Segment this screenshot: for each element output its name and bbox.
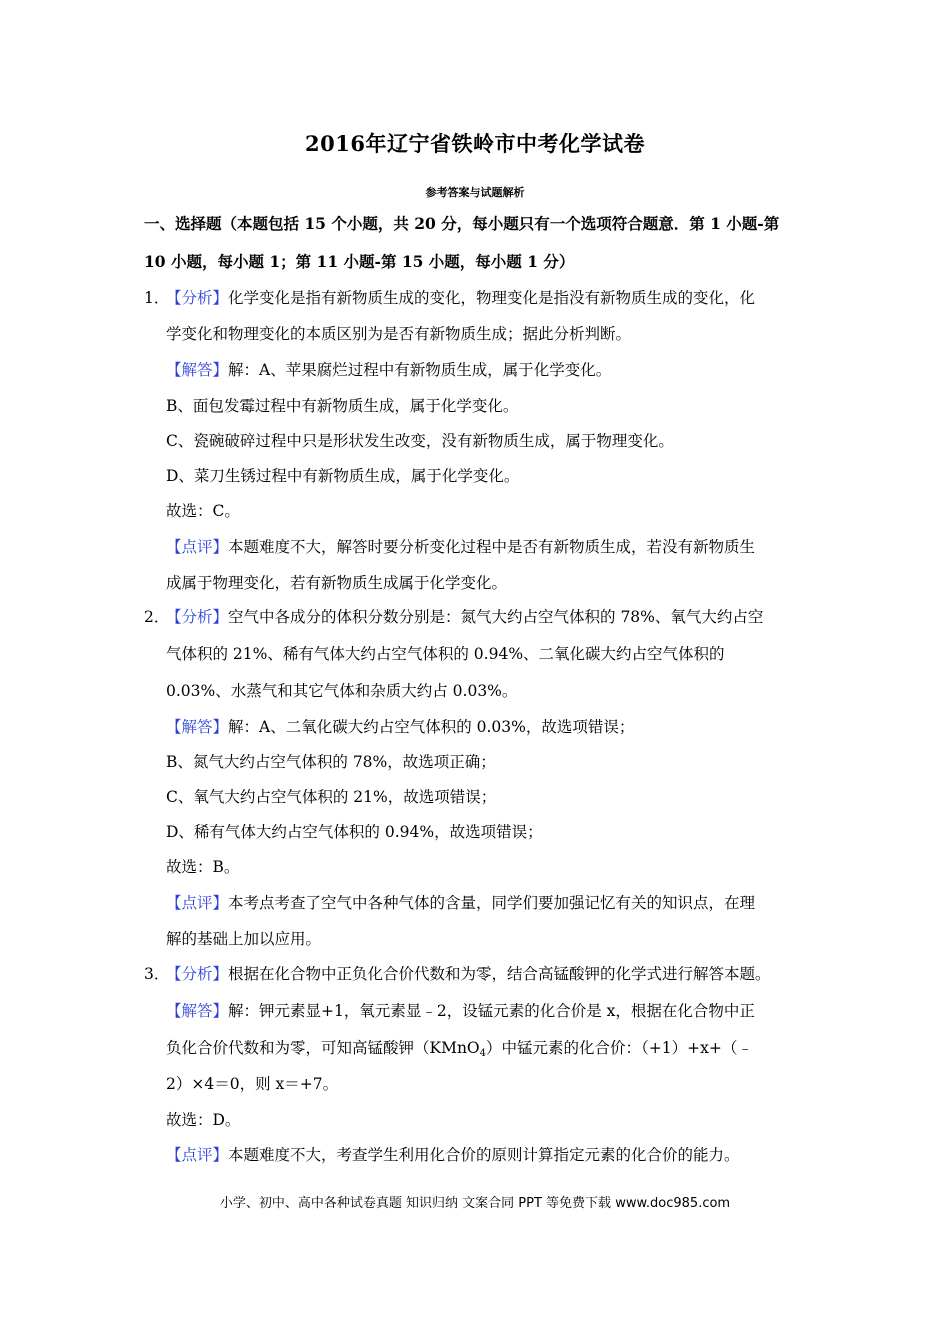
analysis-tag: 【分析】 <box>166 608 229 626</box>
section-heading-line-1: 一、选择题（本题包括 15 个小题，共 20 分，每小题只有一个选项符合题意．第 1 小题-第 <box>144 214 780 233</box>
analysis-text: 空气中各成分的体积分数分别是：氮气大约占空气体积的 78%、氧气大约占空 <box>228 608 764 626</box>
answer-choice: 故选：C。 <box>166 502 240 520</box>
comment-tag: 【点评】 <box>166 538 229 556</box>
answer-line <box>166 1001 755 1021</box>
analysis-line <box>166 607 763 627</box>
analysis-text: 根据在化合物中正负化合价代数和为零，结合高锰酸钾的化学式进行解答本题。 <box>228 965 771 983</box>
analysis-tag: 【分析】 <box>166 965 229 983</box>
question-number: 2． <box>144 608 170 626</box>
comment-tag: 【点评】 <box>166 894 229 912</box>
question-number: 3． <box>144 965 170 983</box>
answer-text: ）中锰元素的化合价：（+1）+x+（﹣ <box>486 1039 753 1057</box>
answer-tag: 【解答】 <box>166 718 229 736</box>
comment-line <box>166 537 755 557</box>
answer-line <box>166 1038 753 1058</box>
answer-line: C、瓷碗破碎过程中只是形状发生改变，没有新物质生成，属于物理变化。 <box>166 432 674 450</box>
answer-tag: 【解答】 <box>166 361 229 379</box>
answer-text: 解：A、二氧化碳大约占空气体积的 0.03%，故选项错误； <box>228 718 635 736</box>
comment-text: 本题难度不大，考查学生利用化合价的原则计算指定元素的化合价的能力。 <box>228 1146 740 1164</box>
analysis-text: 化学变化是指有新物质生成的变化，物理变化是指没有新物质生成的变化，化 <box>228 289 756 307</box>
analysis-line: 气体积的 21%、稀有气体大约占空气体积的 0.94%、二氧化碳大约占空气体积的 <box>166 645 725 663</box>
comment-line: 成属于物理变化，若有新物质生成属于化学变化。 <box>166 574 508 592</box>
answer-line <box>166 360 611 380</box>
answer-line: B、氮气大约占空气体积的 78%，故选项正确； <box>166 753 496 771</box>
answer-line: B、面包发霉过程中有新物质生成，属于化学变化。 <box>166 397 519 415</box>
answer-tag: 【解答】 <box>166 1002 229 1020</box>
answer-text: 解：A、苹果腐烂过程中有新物质生成，属于化学变化。 <box>228 361 612 379</box>
answer-choice: 故选：B。 <box>166 858 240 876</box>
analysis-line <box>166 288 755 308</box>
comment-text: 本题难度不大，解答时要分析变化过程中是否有新物质生成，若没有新物质生 <box>228 538 756 556</box>
answer-text: 解：钾元素显+1，氧元素显﹣2，设锰元素的化合价是 x，根据在化合物中正 <box>228 1002 755 1020</box>
page-title: 2016年辽宁省铁岭市中考化学试卷 <box>305 131 645 156</box>
comment-line: 解的基础上加以应用。 <box>166 930 322 948</box>
formula-subscript: 4 <box>479 1048 487 1059</box>
analysis-line <box>166 964 771 984</box>
answer-line: D、菜刀生锈过程中有新物质生成，属于化学变化。 <box>166 467 520 485</box>
answer-line: D、稀有气体大约占空气体积的 0.94%，故选项错误； <box>166 823 543 841</box>
section-heading-line-2: 10 小题，每小题 1；第 11 小题-第 15 小题，每小题 1 分） <box>144 252 575 271</box>
answer-text: 负化合价代数和为零，可知高锰酸钾（KMnO <box>166 1039 480 1057</box>
answer-choice: 故选：D。 <box>166 1111 241 1129</box>
page-footer: 小学、初中、高中各种试卷真题 知识归纳 文案合同 PPT 等免费下载 www.doc985.com <box>219 1196 731 1211</box>
comment-text: 本考点考查了空气中各种气体的含量，同学们要加强记忆有关的知识点，在理 <box>228 894 756 912</box>
answer-line <box>166 717 634 737</box>
answer-line: 2）×4＝0，则 x＝+7。 <box>166 1075 339 1093</box>
comment-tag: 【点评】 <box>166 1146 229 1164</box>
page-subtitle: 参考答案与试题解析 <box>425 186 525 199</box>
question-number: 1． <box>144 289 170 307</box>
answer-line: C、氧气大约占空气体积的 21%，故选项错误； <box>166 788 497 806</box>
comment-line <box>166 893 755 913</box>
analysis-line: 学变化和物理变化的本质区别为是否有新物质生成；据此分析判断。 <box>166 325 632 343</box>
comment-line <box>166 1145 740 1165</box>
analysis-line: 0.03%、水蒸气和其它气体和杂质大约占 0.03%。 <box>166 682 518 700</box>
analysis-tag: 【分析】 <box>166 289 229 307</box>
